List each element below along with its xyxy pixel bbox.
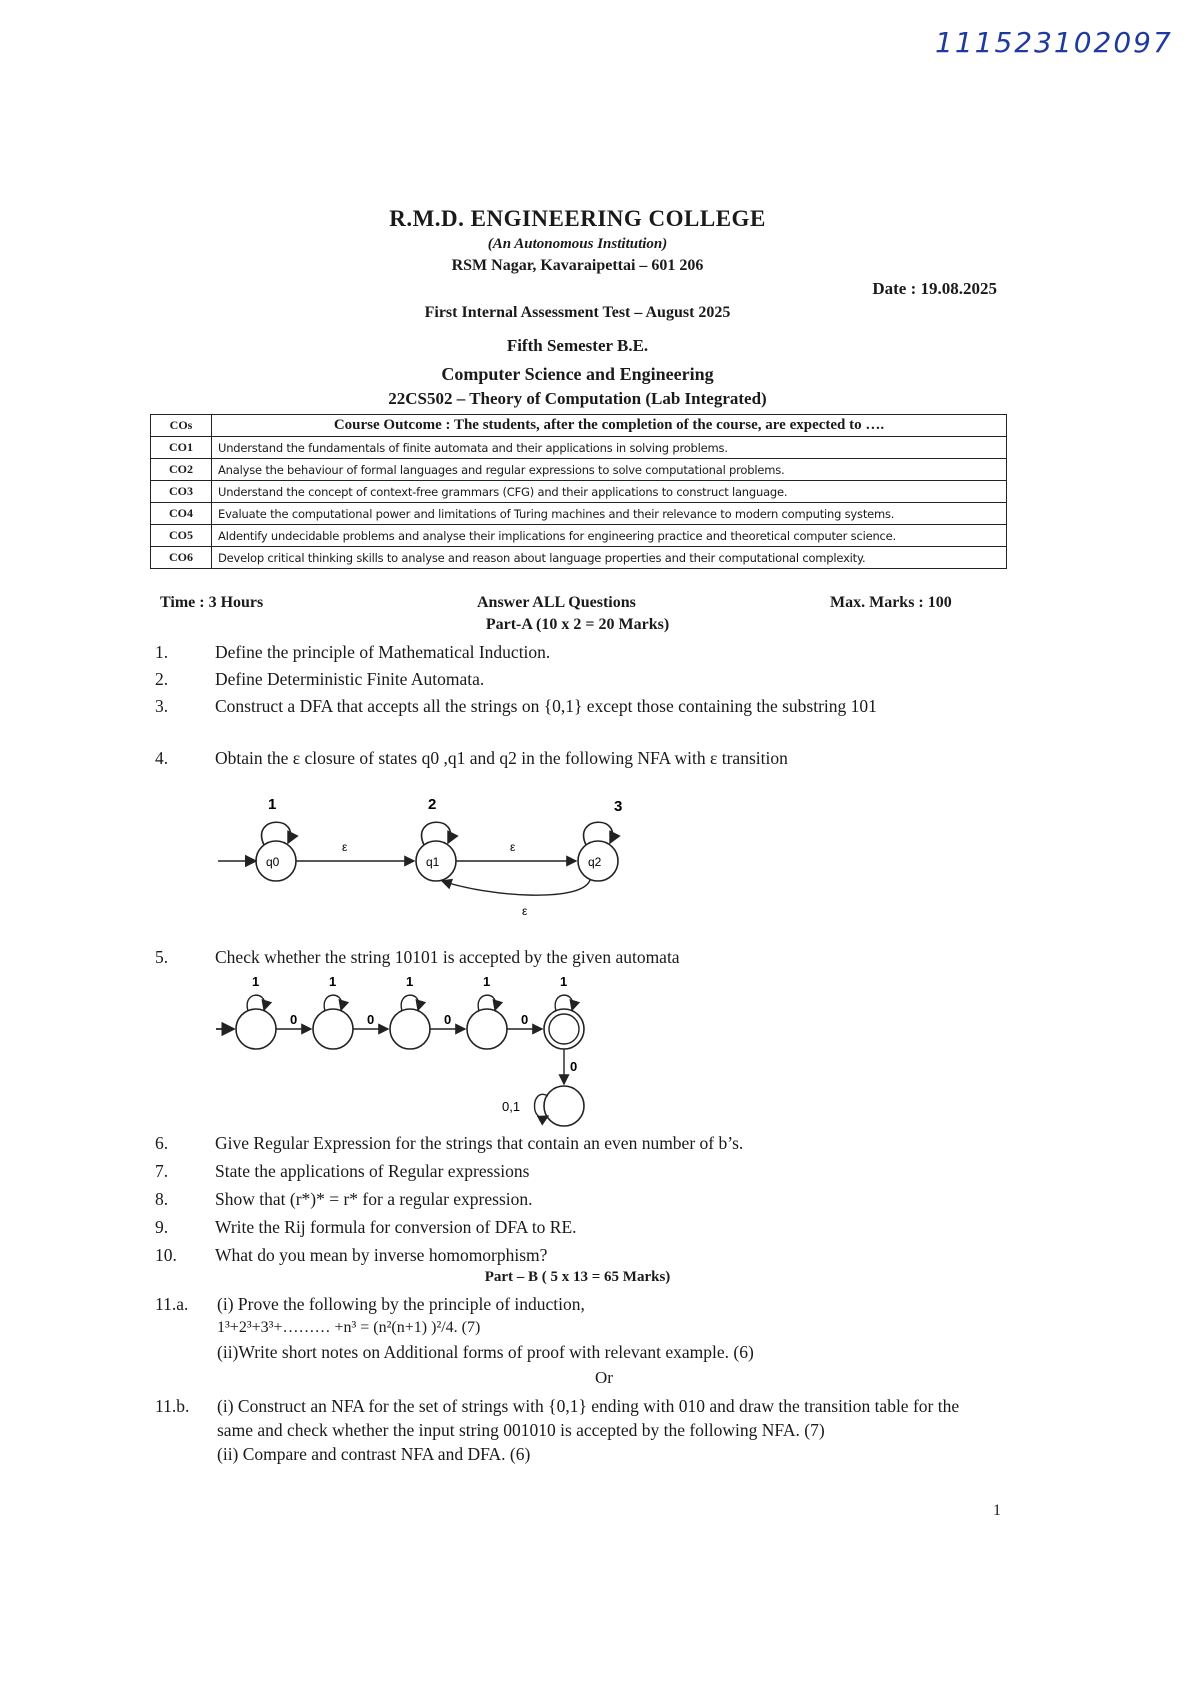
question-subpart: (ii)Write short notes on Additional forms of proof with relevant example. (6) [217, 1342, 754, 1362]
nfa-edge-label: ε [342, 840, 348, 854]
question-text: Check whether the string 10101 is accepted by the given automata [215, 947, 680, 967]
dfa-state [236, 1009, 276, 1049]
dfa-loop-label: 1 [252, 974, 260, 989]
question-number: 10. [155, 1245, 177, 1265]
exam-duration: Time : 3 Hours [160, 594, 264, 611]
exam-date: Date : 19.08.2025 [872, 279, 997, 298]
nfa-loop-label: 1 [268, 796, 277, 813]
question-6 [155, 1131, 1005, 1155]
college-name: R.M.D. ENGINEERING COLLEGE [389, 206, 766, 231]
nfa-diagram [210, 785, 650, 925]
nfa-edge-label: ε [522, 904, 528, 918]
question-text: Define the principle of Mathematical Induction. [215, 642, 551, 662]
question-text: (i) Construct an NFA for the set of strings with {0,1} ending with 010 and draw the transition table for the same and check whether the input string 001010 is accepted by the following NFA. (7) [217, 1396, 960, 1440]
question-number: 5. [155, 947, 169, 967]
question-number: 11.b. [155, 1396, 190, 1416]
co-header-outcome: Course Outcome : The students, after the completion of the course, are expected to …. [212, 415, 1007, 437]
co-code: CO1 [151, 437, 212, 459]
question-number: 2. [155, 669, 169, 689]
question-text: Show that (r*)* = r* for a regular expression. [215, 1189, 533, 1209]
question-text: Define Deterministic Finite Automata. [215, 669, 485, 689]
semester: Fifth Semester B.E. [506, 336, 649, 355]
dfa-final-state [544, 1009, 584, 1049]
question-number: 11.a. [155, 1294, 189, 1314]
question-subpart: (ii) Compare and contrast NFA and DFA. (6) [217, 1444, 531, 1464]
question-number: 1. [155, 642, 169, 662]
max-marks: Max. Marks : 100 [830, 594, 952, 611]
question-8 [155, 1187, 1005, 1211]
course-title: 22CS502 – Theory of Computation (Lab Integrated) [388, 389, 767, 408]
dfa-loop-label: 1 [329, 974, 337, 989]
college-address: RSM Nagar, Kavaraipettai – 601 206 [451, 257, 704, 274]
test-title: First Internal Assessment Test – August 2025 [424, 304, 731, 321]
question-number: 8. [155, 1189, 169, 1209]
question-number: 9. [155, 1217, 169, 1237]
dfa-diagram [212, 970, 602, 1132]
question-number: 3. [155, 696, 169, 716]
question-5 [155, 945, 1005, 969]
dfa-state [313, 1009, 353, 1049]
co-code: CO3 [151, 481, 212, 503]
dfa-edge-label: 0 [521, 1012, 529, 1027]
dfa-loop-label: 1 [560, 974, 568, 989]
course-outcome-table [150, 414, 1007, 569]
department: Computer Science and Engineering [441, 364, 714, 384]
table-row [151, 459, 1007, 481]
exam-instruction: Answer ALL Questions [477, 594, 636, 611]
table-row [151, 437, 1007, 459]
co-text: Analyse the behaviour of formal languages and regular expressions to solve computational problems. [212, 459, 1007, 481]
co-code: CO5 [151, 525, 212, 547]
nfa-edge-label: ε [510, 840, 516, 854]
dfa-loop-label: 1 [406, 974, 414, 989]
table-row [151, 503, 1007, 525]
question-number: 7. [155, 1161, 169, 1181]
table-row [151, 547, 1007, 569]
dfa-edge-label: 0 [570, 1059, 578, 1074]
question-text: Obtain the ε closure of states q0 ,q1 and q2 in the following NFA with ε transition [215, 748, 788, 768]
dfa-trap-label: 0,1 [502, 1099, 521, 1114]
table-row [151, 481, 1007, 503]
co-text: Evaluate the computational power and limitations of Turing machines and their relevance to modern computing systems. [212, 503, 1007, 525]
question-text: State the applications of Regular expressions [215, 1161, 530, 1181]
question-text: Give Regular Expression for the strings that contain an even number of b’s. [215, 1133, 744, 1153]
dfa-edge-label: 0 [444, 1012, 452, 1027]
dfa-state [467, 1009, 507, 1049]
question-1 [155, 640, 1005, 664]
page-number: 1 [993, 1502, 1001, 1519]
question-7 [155, 1159, 1005, 1183]
part-a-heading: Part-A (10 x 2 = 20 Marks) [485, 616, 670, 633]
question-text: Write the Rij formula for conversion of DFA to RE. [215, 1217, 577, 1237]
induction-formula: 1³+2³+3³+……… +n³ = (n²(n+1) )²/4. (7) [217, 1319, 481, 1336]
nfa-state-label: q1 [426, 855, 440, 869]
question-number: 4. [155, 748, 169, 768]
question-text: What do you mean by inverse homomorphism? [215, 1245, 548, 1265]
question-4 [155, 746, 1005, 770]
question-10 [155, 1243, 1005, 1267]
question-text: Construct a DFA that accepts all the strings on {0,1} except those containing the substring 101 [215, 696, 877, 716]
co-text: Understand the concept of context-free grammars (CFG) and their applications to construct language. [212, 481, 1007, 503]
dfa-trap-state [544, 1086, 584, 1126]
co-code: CO4 [151, 503, 212, 525]
question-3 [155, 694, 1005, 718]
nfa-state-label: q2 [588, 855, 602, 869]
or-separator: Or [595, 1368, 613, 1387]
dfa-edge-label: 0 [367, 1012, 375, 1027]
question-text: (i) Prove the following by the principle of induction, [217, 1294, 585, 1314]
nfa-loop-label: 3 [614, 798, 623, 815]
nfa-edge-q2-q1 [442, 880, 590, 895]
co-text: Develop critical thinking skills to analyse and reason about language properties and their computational complexity. [212, 547, 1007, 569]
question-11a [155, 1292, 1005, 1364]
dfa-edge-label: 0 [290, 1012, 298, 1027]
co-code: CO2 [151, 459, 212, 481]
dfa-loop-label: 1 [483, 974, 491, 989]
question-number: 6. [155, 1133, 169, 1153]
co-text: Understand the fundamentals of finite automata and their applications in solving problems. [212, 437, 1007, 459]
nfa-state-label: q0 [266, 855, 280, 869]
co-header-code: COs [151, 415, 212, 437]
autonomous-note: (An Autonomous Institution) [487, 236, 668, 252]
table-row [151, 525, 1007, 547]
handwritten-register-number: 111523102097 [935, 26, 1173, 59]
question-2 [155, 667, 1005, 691]
dfa-state [390, 1009, 430, 1049]
question-11b [155, 1394, 995, 1466]
nfa-loop-label: 2 [428, 796, 437, 813]
co-text: AIdentify undecidable problems and analyse their implications for engineering practice and theoretical computer science. [212, 525, 1007, 547]
question-9 [155, 1215, 1005, 1239]
part-b-heading: Part – B ( 5 x 13 = 65 Marks) [484, 1269, 671, 1285]
dfa-final-inner [549, 1014, 579, 1044]
co-code: CO6 [151, 547, 212, 569]
